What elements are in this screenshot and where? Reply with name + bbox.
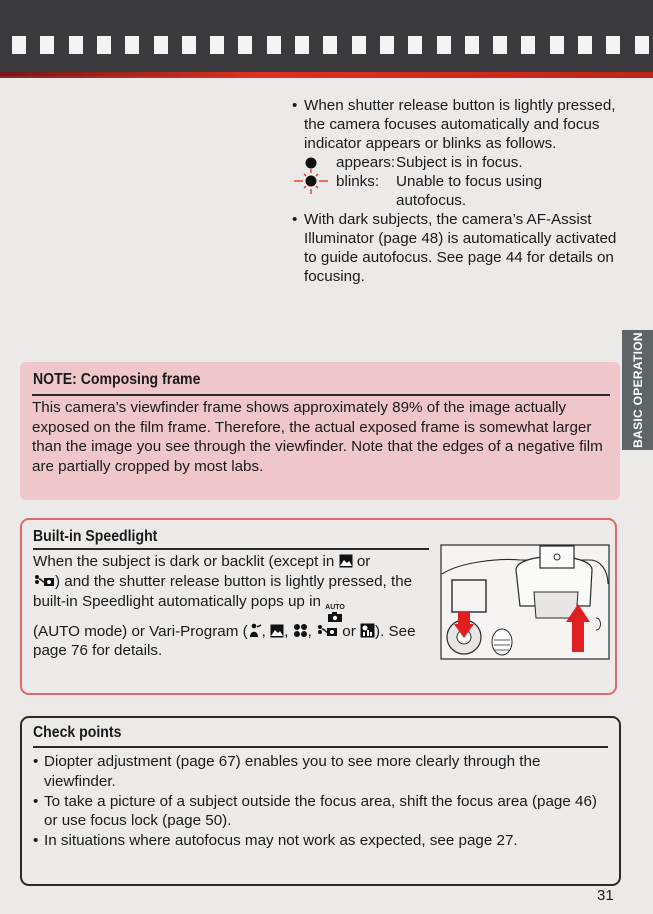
note-divider: [32, 394, 610, 396]
close-up-mode-icon: [316, 624, 338, 638]
film-sprocket-hole: [352, 36, 366, 54]
film-sprocket-hole: [69, 36, 83, 54]
focus-bullets: [288, 96, 628, 286]
speedlight-text-2: or: [356, 553, 371, 570]
film-sprocket-hole: [323, 36, 337, 54]
speedlight-title: Built-in Speedlight: [33, 528, 158, 545]
check-points-title: Check points: [33, 724, 122, 741]
indicator-appears-row: [288, 153, 628, 172]
speedlight-text-4: (AUTO mode) or Vari-Program (: [33, 622, 248, 640]
speedlight-text-3: ) and the shutter release button is lightly pressed, the built-in Speedlight automatically pops up in: [33, 572, 413, 610]
list-item: • In situations where autofocus may not work as expected, see page 27.: [33, 831, 613, 851]
speedlight-text-1: When the subject is dark or backlit (except in: [33, 553, 335, 570]
sep-1: ,: [261, 622, 266, 640]
speedlight-body: [33, 552, 443, 661]
banner-red-stripe: [0, 72, 653, 78]
film-sprocket-hole: [437, 36, 451, 54]
film-sprocket-hole: [267, 36, 281, 54]
sep-3: ,: [307, 622, 312, 640]
bullet-shutter-focus: • When shutter release button is lightly pressed, the camera focuses automatically and focus indicator appears or blinks as follows.: [288, 96, 628, 153]
speedlight-text-5: or: [342, 622, 356, 640]
indicator-blinks-desc: Unable to focus using autofocus.: [396, 173, 543, 209]
film-sprocket-hole: [238, 36, 252, 54]
film-sprocket-hole: [380, 36, 394, 54]
sep-2: ,: [284, 622, 289, 640]
film-sprocket-hole: [578, 36, 592, 54]
focus-dot-blinking-icon: [292, 168, 330, 198]
note-box: [20, 362, 620, 500]
speedlight-box: [20, 518, 617, 695]
speedlight-text-6: ). See page 76 for details.: [33, 622, 416, 660]
film-sprocket-hole: [493, 36, 507, 54]
film-sprocket-hole: [154, 36, 168, 54]
landscape-mode-icon: [270, 624, 284, 638]
film-sprocket-hole: [635, 36, 649, 54]
check-points-list: [33, 752, 613, 851]
film-sprocket-hole: [182, 36, 196, 54]
indicator-blinks-row: [288, 172, 628, 210]
indicator-appears-label: appears:: [336, 154, 396, 171]
film-sprocket-hole: [521, 36, 535, 54]
film-sprocket-hole: [125, 36, 139, 54]
auto-icon-label: AUTO: [325, 603, 345, 611]
film-sprocket-hole: [210, 36, 224, 54]
page-number: 31: [597, 887, 614, 904]
section-tab-label: BASIC OPERATION: [630, 332, 645, 448]
auto-camera-icon: [325, 604, 345, 622]
night-scene-mode-icon: [360, 623, 375, 638]
bullet-af-assist: • With dark subjects, the camera’s AF-Assist Illuminator (page 48) is automatically activated to guide autofocus. See page 44 for details on focusing.: [288, 210, 628, 286]
film-sprocket-hole: [606, 36, 620, 54]
note-body: This camera’s viewfinder frame shows approximately 89% of the image actually exposed on the film frame. Therefore, the actual exposed frame is somewhat larger than the image you see through the viewfinder. Note that the edges of a negative film are partially cropped by most labs.: [32, 399, 603, 475]
portrait-mode-icon: [248, 623, 262, 638]
film-sprocket-hole: [465, 36, 479, 54]
film-strip-banner: [0, 0, 653, 76]
film-sprocket-hole: [295, 36, 309, 54]
film-sprocket-hole: [12, 36, 26, 54]
check-points-box: [20, 716, 621, 886]
camera-flash-illustration: [440, 544, 610, 660]
film-sprocket-hole: [40, 36, 54, 54]
list-item: • To take a picture of a subject outside the focus area, shift the focus area (page 46) or use focus lock (page 50).: [33, 792, 613, 832]
sports-mode-icon: [293, 623, 308, 638]
indicator-blinks-label: blinks:: [336, 173, 380, 190]
film-sprocket-hole: [97, 36, 111, 54]
note-title: NOTE: Composing frame: [33, 371, 201, 388]
list-item: • Diopter adjustment (page 67) enables you to see more clearly through the viewfinder.: [33, 752, 613, 792]
film-sprocket-hole: [408, 36, 422, 54]
speedlight-divider: [33, 548, 429, 550]
check-points-divider: [33, 746, 608, 748]
landscape-mode-icon: [339, 554, 353, 568]
indicator-appears-desc: Subject is in focus.: [396, 154, 523, 171]
close-up-mode-icon: [33, 574, 55, 588]
film-sprocket-hole: [550, 36, 564, 54]
section-tab: [622, 330, 653, 450]
